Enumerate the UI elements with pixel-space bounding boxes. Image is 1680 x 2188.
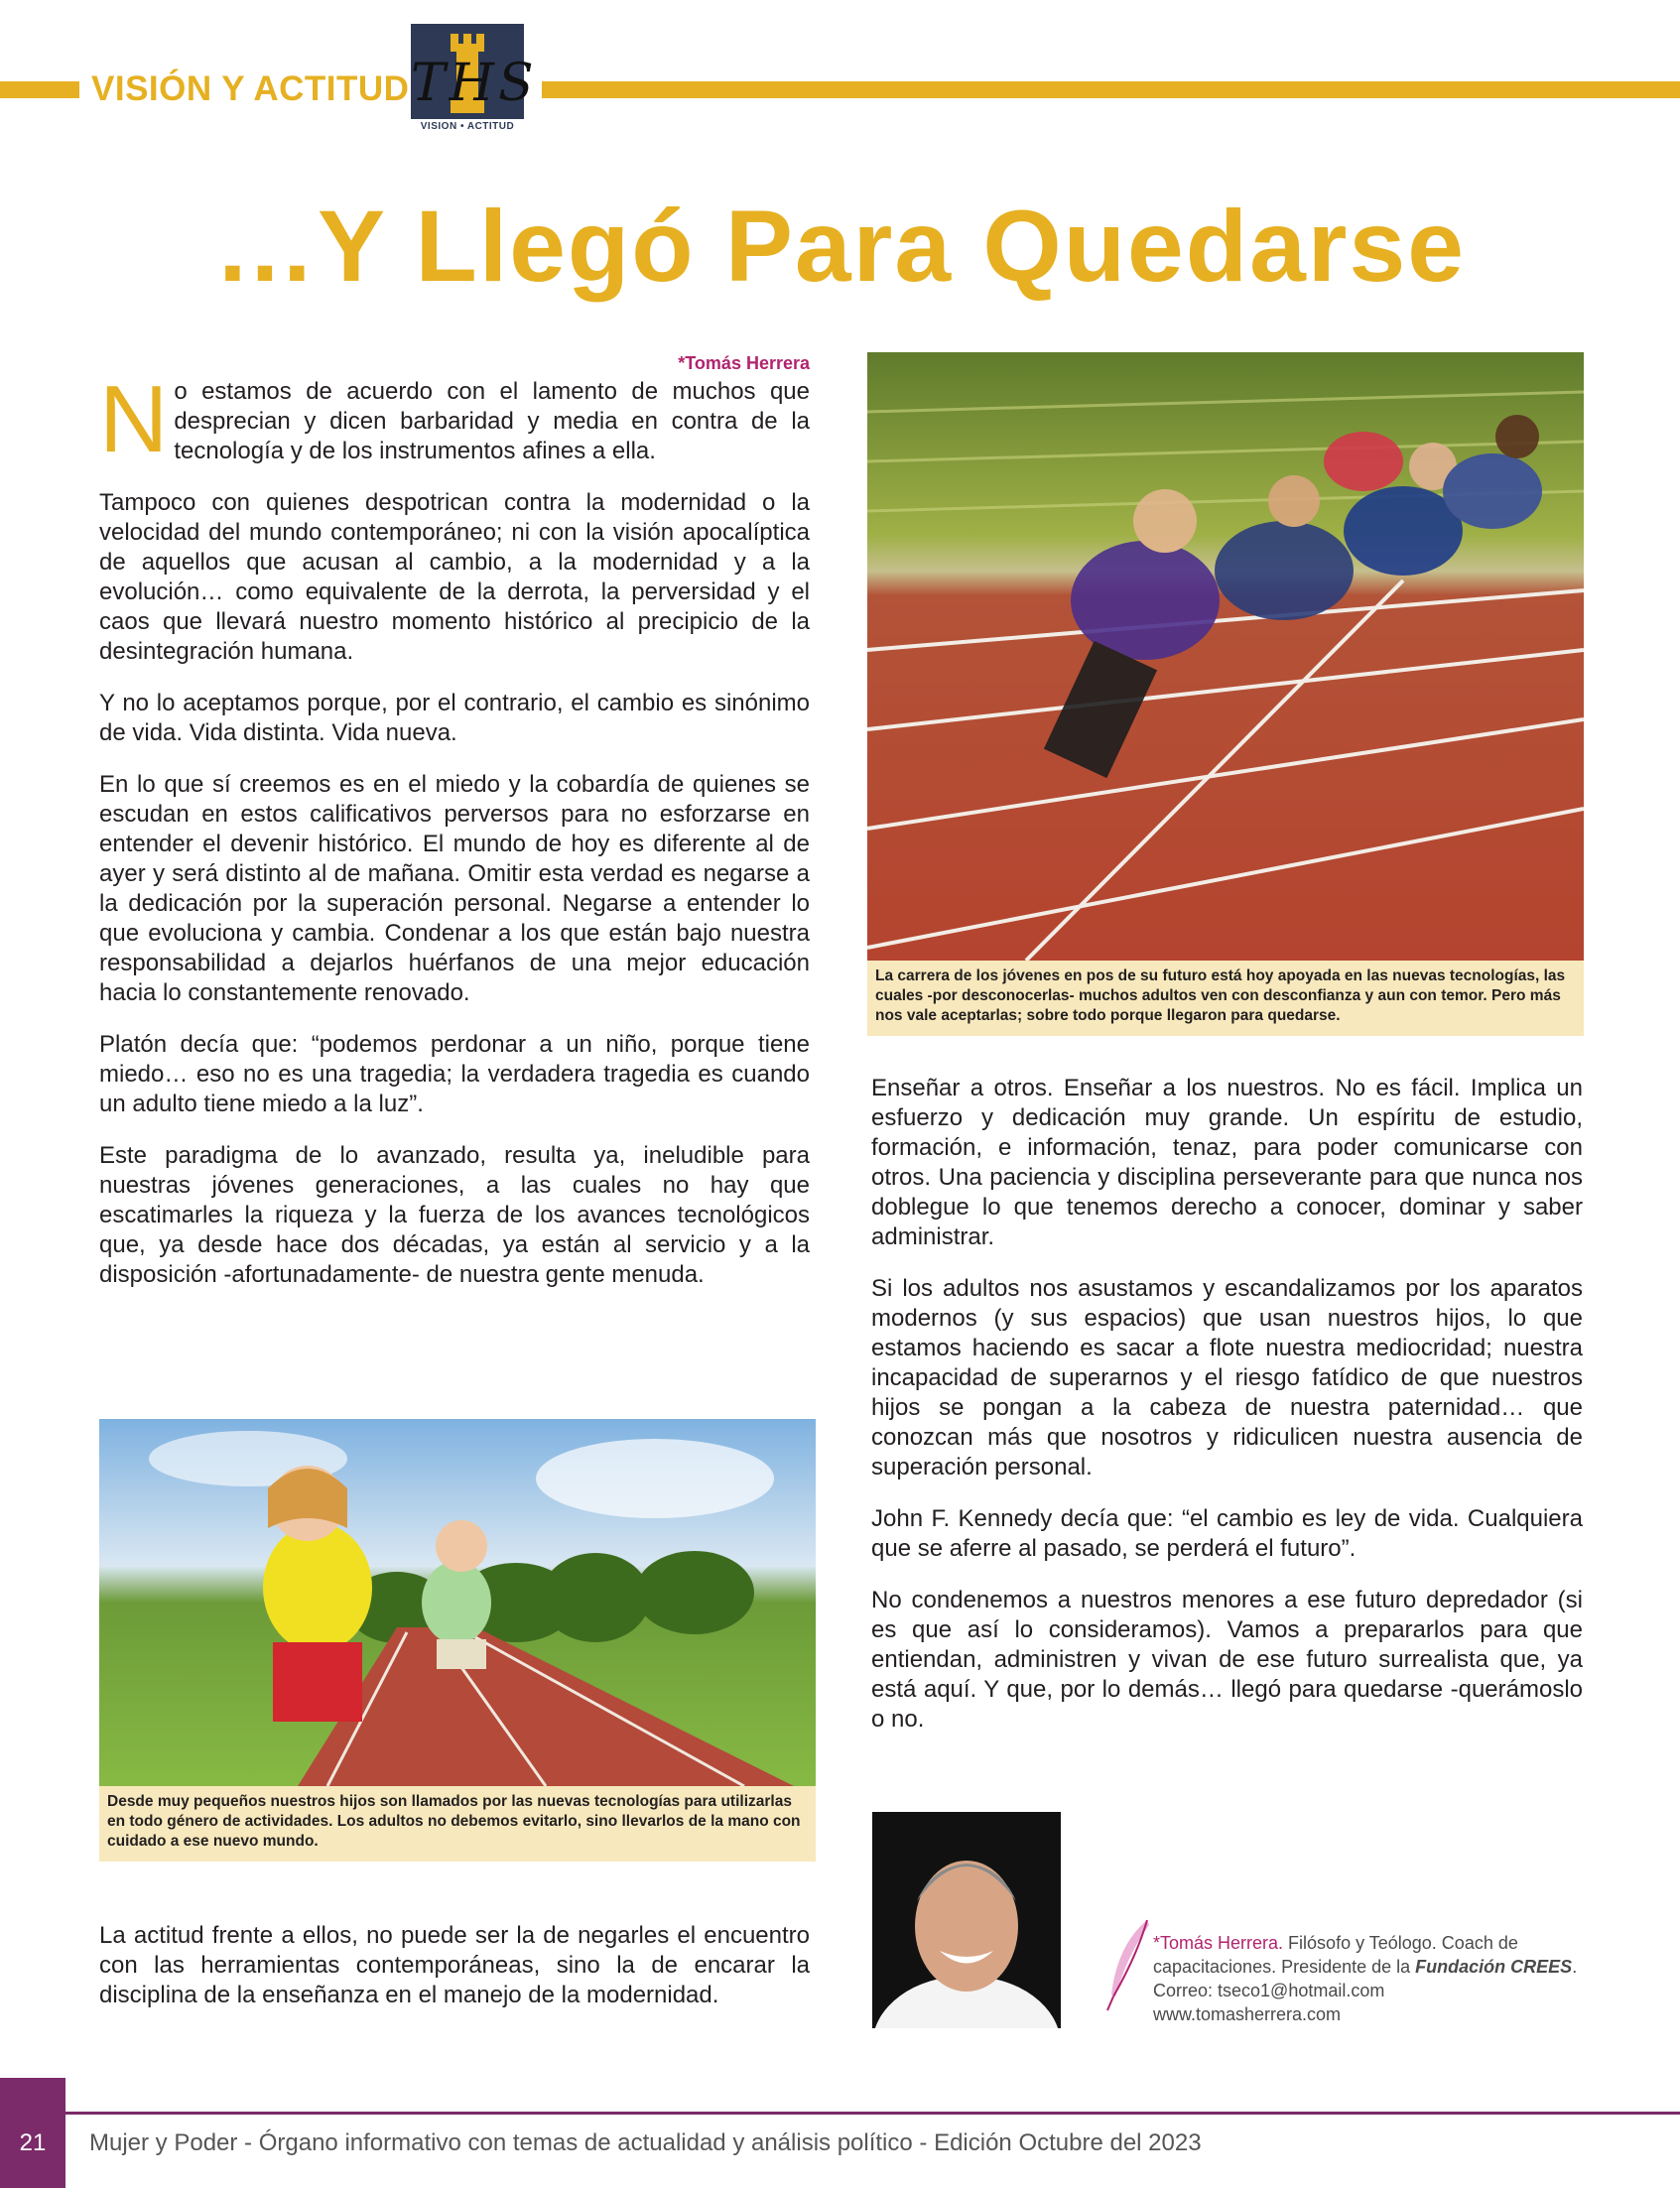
bio-period: . [1572, 1957, 1578, 1977]
quill-icon [1098, 1915, 1157, 2014]
intro-paragraph [99, 366, 810, 472]
paragraph: Si los adultos nos asustamos y escandalizamos por los aparatos modernos (y sus espacios) que usan nuestros hijos, lo que estamos haciendo es sacar a flote nuestra mediocridad; nuestra incapacidad de superarnos y el riesgo fatídico de que nuestros hijos se pongan a la cabeza de nuestra paternidad… que conozcan más que nosotros y ridiculicen nuestra ausencia de superación personal. [871, 1275, 1583, 1480]
bio-description: Filósofo y Teólogo. Coach de capacitaciones. Presidente de la [1153, 1933, 1518, 1977]
footer-text: Mujer y Poder - Órgano informativo con temas de actualidad y análisis político - Edición Octubre del 2023 [89, 2129, 1202, 2156]
bio-name: *Tomás Herrera. [1153, 1933, 1284, 1953]
article-title: …Y Llegó Para Quedarse [214, 190, 1466, 303]
paragraph: En lo que sí creemos es en el miedo y la cobardía de quienes se escudan en estos calificativos perversos para no esforzarse en entender el devenir histórico. El mundo de hoy es diferente al de ayer y será distinto al de mañana. Omitir esta verdad es negarse a la dedicación por la superación personal. Negarse a entender lo que evoluciona y cambia. Condenar a los que están bajo nuestra responsabilidad a dejarlos huérfanos de una mejor educación hacia lo constantemente renovado. [99, 771, 810, 1006]
bottom-left-paragraph: La actitud frente a ellos, no puede ser la de negarles el encuentro con las herramientas contemporáneas, sino la de encarar la disciplina de la enseñanza en el manejo de la modernidad. [99, 1922, 810, 2008]
children-caption: Desde muy pequeños nuestros hijos son llamados por las nuevas tecnologías para utilizarlas en todo género de actividades. Los adultos no debemos evitarlo, sino llevarlos de la mano con cuidado a ese nuevo mundo. [99, 1786, 816, 1862]
footer-line [65, 2112, 1680, 2115]
header-bar-left [0, 81, 79, 98]
drop-cap: N [99, 366, 169, 472]
paragraph: Este paradigma de lo avanzado, resulta ya, ineludible para nuestras jóvenes generaciones, a las cuales no hay que escatimarles la riqueza y la fuerza de los avances tecnológicos que, ya desde hace dos décadas, ya están al servicio y a la disposición -afortunadamente- de nuestra gente menuda. [99, 1142, 810, 1288]
right-column [871, 1074, 1583, 1756]
children-photo [99, 1419, 816, 1786]
ths-logo [411, 24, 538, 135]
author-bio [1153, 1931, 1588, 2026]
header-bar-right [542, 81, 1680, 98]
author-tag: *Tomás Herrera [678, 353, 810, 373]
bio-website: www.tomasherrera.com [1153, 2004, 1342, 2024]
author-photo [872, 1812, 1061, 2028]
section-label: VISIÓN Y ACTITUD [91, 69, 410, 108]
intro-text: o estamos de acuerdo con el lamento de muchos que desprecian y dicen barbaridad y media en contra de la tecnología y de los instrumentos afines a ella. [174, 378, 810, 464]
left-column [99, 366, 810, 1312]
bio-email: Correo: tseco1@hotmail.com [1153, 1981, 1385, 2000]
runners-photo [867, 352, 1584, 961]
bio-foundation: Fundación CREES [1415, 1957, 1573, 1977]
paragraph: Y no lo aceptamos porque, por el contrario, el cambio es sinónimo de vida. Vida distinta. Vida nueva. [99, 690, 810, 746]
paragraph: Platón decía que: “podemos perdonar a un niño, porque tiene miedo… eso no es una tragedia; la verdadera tragedia es cuando un adulto tiene miedo a la luz”. [99, 1031, 810, 1117]
paragraph: John F. Kennedy decía que: “el cambio es ley de vida. Cualquiera que se aferre al pasado, se perderá el futuro”. [871, 1505, 1583, 1562]
paragraph: Enseñar a otros. Enseñar a los nuestros. No es fácil. Implica un esfuerzo y dedicación muy grande. Un espíritu de estudio, formación, e información, tenaz, para poder comunicarse con otros. Una paciencia y disciplina perseverante para que nunca nos doblegue lo que tenemos derecho a conocer, dominar y saber administrar. [871, 1075, 1583, 1250]
page-number: 21 [19, 2129, 47, 2156]
runners-caption: La carrera de los jóvenes en pos de su futuro está hoy apoyada en las nuevas tecnologías, las cuales -por desconocerlas- muchos adultos ven con desconfianza y aun con temor. Pero más nos vale aceptarlas; sobre todo porque llegaron para quedarse. [867, 961, 1584, 1036]
logo-letters: THS [411, 54, 538, 113]
paragraph: No condenemos a nuestros menores a ese futuro depredador (si es que así lo consideramos). Vamos a prepararlos para que entiendan, administren y vivan de ese futuro surrealista que, ya está aquí. Y que, por lo demás… llegó para quedarse -querámoslo o no. [871, 1587, 1583, 1733]
paragraph: Tampoco con quienes despotrican contra la modernidad o la velocidad del mundo contemporáneo; ni con la visión apocalíptica de aquellos que acusan al cambio, a la modernidad y a la evolución… como equivalente de la derrota, la perversidad y el caos que llevará nuestro momento histórico al precipicio de la desintegración humana. [99, 489, 810, 665]
logo-tagline: VISION • ACTITUD [420, 121, 515, 132]
